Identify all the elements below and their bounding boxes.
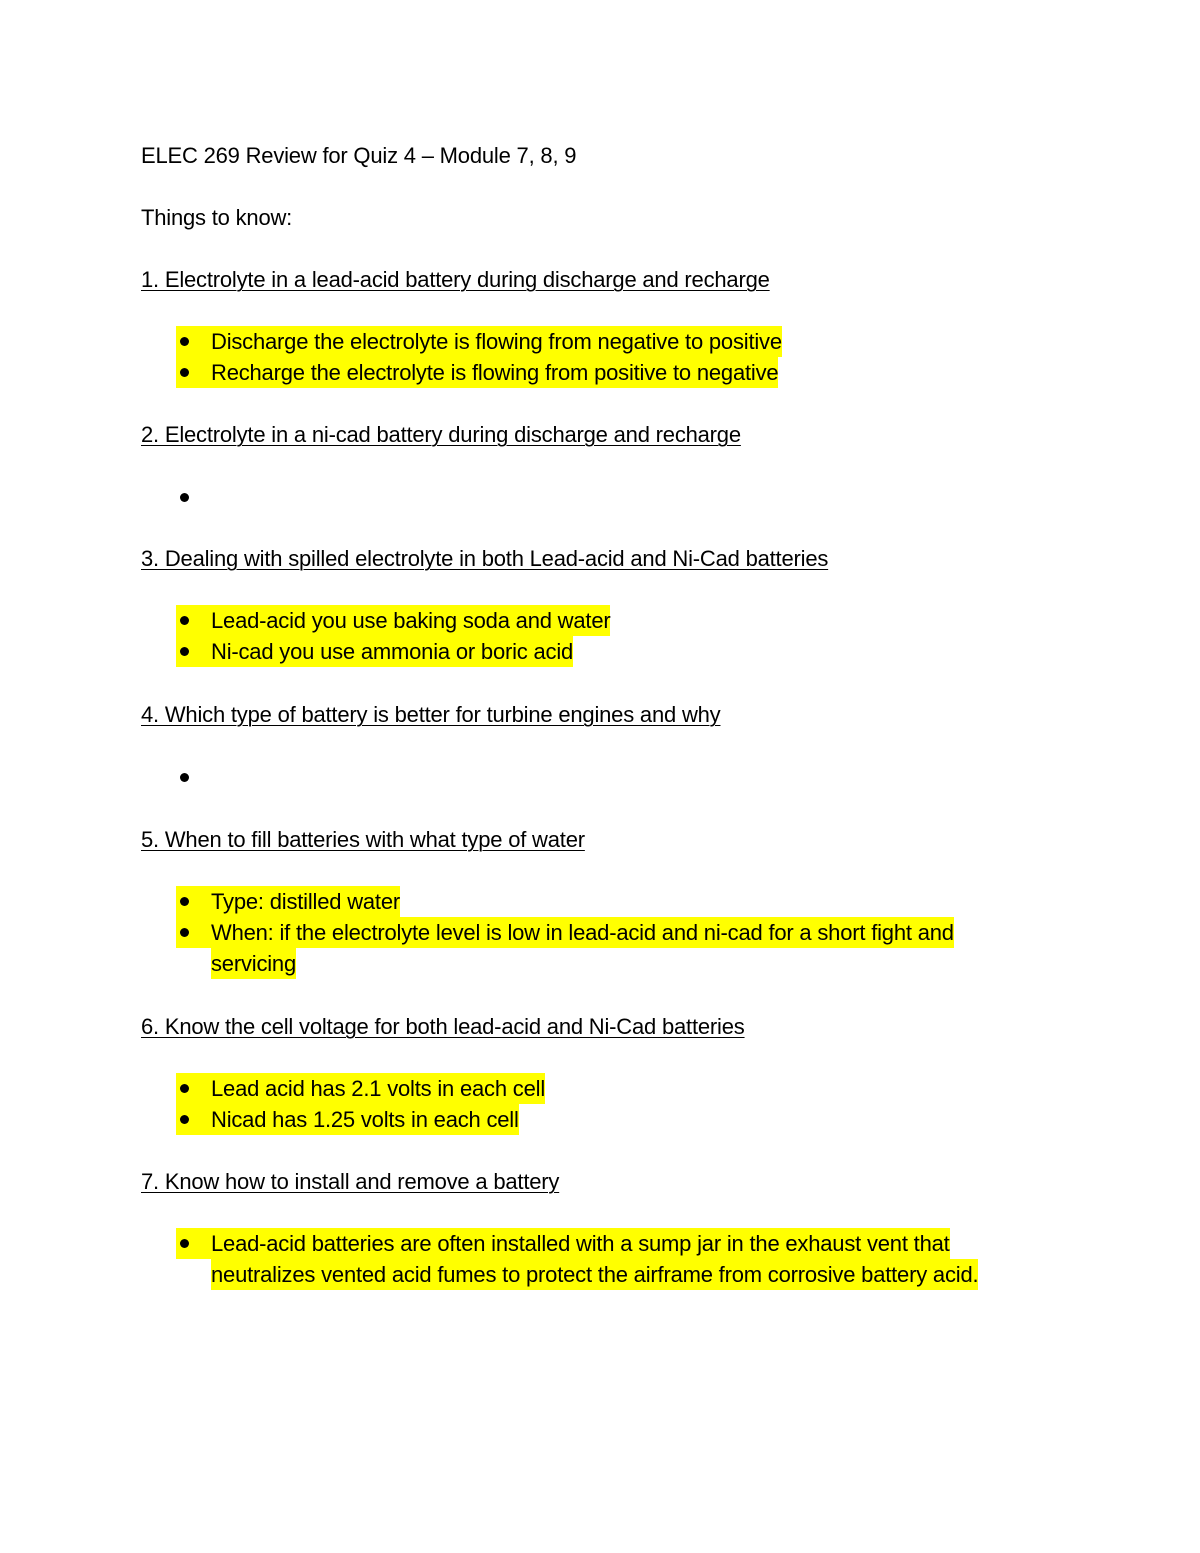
bullet-icon [180,337,189,346]
document-title: ELEC 269 Review for Quiz 4 – Module 7, 8, 9 [141,143,577,168]
section-5-heading: 5. When to fill batteries with what type of water [141,827,585,852]
bullet-text: When: if the electrolyte level is low in lead-acid and ni-cad for a short fight and [211,920,954,945]
list-item [176,357,778,388]
list-item [176,326,782,357]
bullet-continuation: neutralizes vented acid fumes to protect the airframe from corrosive battery acid. [211,1259,978,1290]
bullet-icon [180,368,189,377]
bullet-icon [180,1115,189,1124]
section-1-heading: 1. Electrolyte in a lead-acid battery during discharge and recharge [141,267,770,292]
bullet-icon [180,773,189,782]
section-6-heading: 6. Know the cell voltage for both lead-acid and Ni-Cad batteries [141,1014,745,1039]
section-3-heading: 3. Dealing with spilled electrolyte in both Lead-acid and Ni-Cad batteries [141,546,829,571]
bullet-text: Lead acid has 2.1 volts in each cell [211,1076,546,1101]
bullet-text: Recharge the electrolyte is flowing from positive to negative [211,360,779,385]
bullet-text: Ni-cad you use ammonia or boric acid [211,639,574,664]
list-item [176,1104,519,1135]
bullet-icon [180,616,189,625]
list-item [176,636,573,667]
bullet-text: Type: distilled water [211,889,400,914]
bullet-text: Nicad has 1.25 volts in each cell [211,1107,519,1132]
bullet-text: Discharge the electrolyte is flowing from negative to positive [211,329,782,354]
bullet-continuation: servicing [211,948,296,979]
section-7-heading: 7. Know how to install and remove a battery [141,1169,560,1194]
list-item [176,1073,545,1104]
list-item [176,886,400,917]
bullet-icon [180,493,189,502]
section-2-heading: 2. Electrolyte in a ni-cad battery during discharge and recharge [141,422,741,447]
bullet-icon [180,1084,189,1093]
list-item [176,1228,950,1259]
bullet-icon [180,1239,189,1248]
list-item [176,917,954,948]
bullet-text: Lead-acid batteries are often installed with a sump jar in the exhaust vent that [211,1231,950,1256]
intro-text: Things to know: [141,205,293,230]
section-4-heading: 4. Which type of battery is better for turbine engines and why [141,702,721,727]
bullet-icon [180,647,189,656]
bullet-icon [180,897,189,906]
bullet-text: Lead-acid you use baking soda and water [211,608,611,633]
bullet-icon [180,928,189,937]
list-item [176,605,610,636]
